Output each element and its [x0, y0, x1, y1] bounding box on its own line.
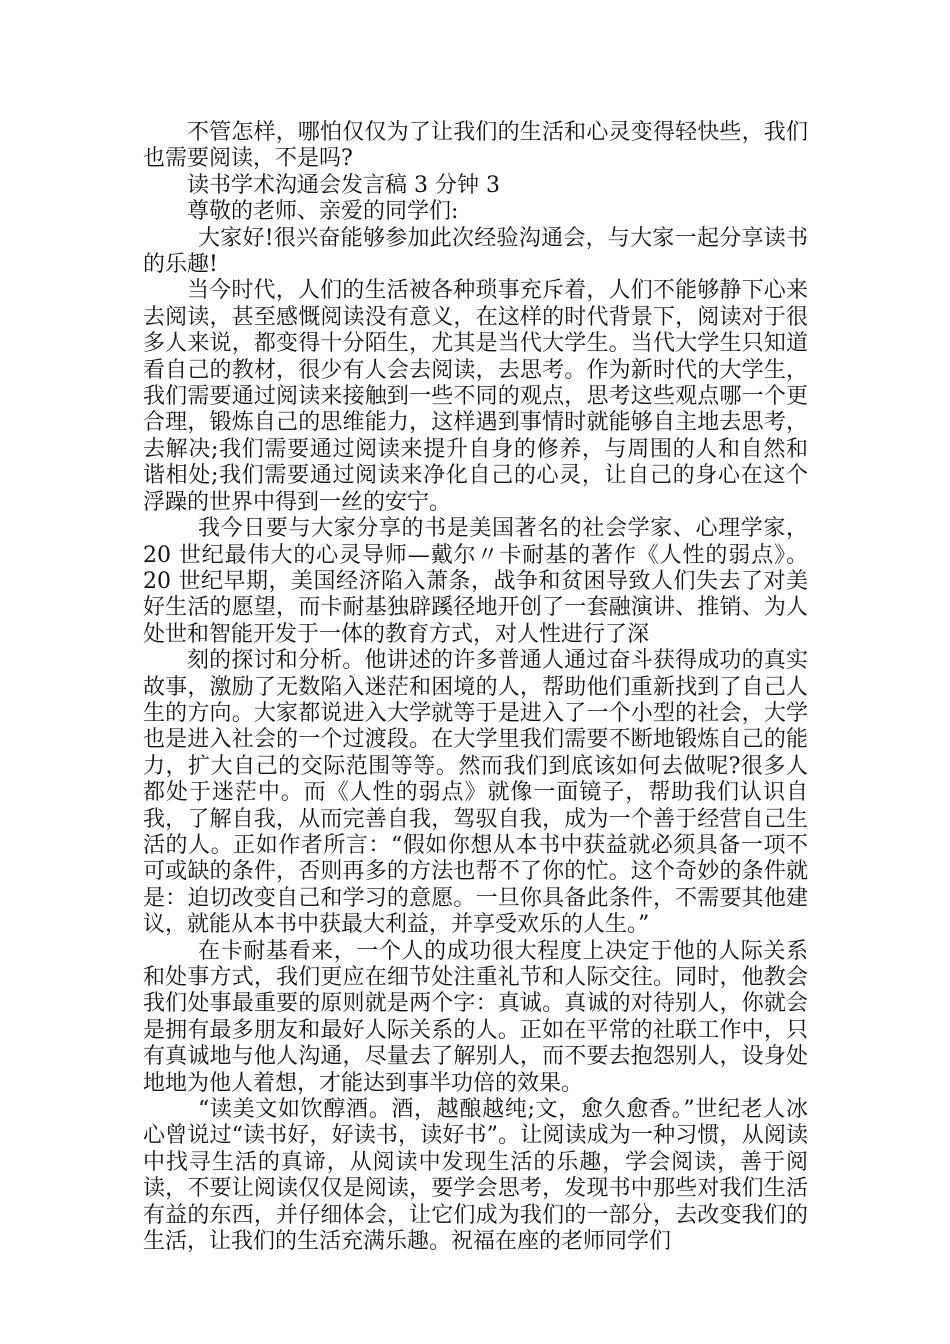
document-page	[143, 120, 808, 1255]
paragraph-conclusion: “读美文如饮醇酒。酒，越酿越纯;文，愈久愈香。”世纪老人冰心曾说过“读书好，好读书，读好书”。让阅读成为一种习惯，从阅读中找寻生活的真谛，从阅读中发现生活的乐趣，学会阅读，善于阅读，不要让阅读仅仅是阅读，要学会思考，发现书中那些对我们生活有益的东西，并仔细体会，让它们成为我们的一部分，去改变我们的生活，让我们的生活充满乐趣。祝福在座的老师同学们	[143, 1097, 808, 1255]
paragraph-book-intro: 我今日要与大家分享的书是美国著名的社会学家、心理学家，20 世纪最伟大的心灵导师—戴尔〃卡耐基的著作《人性的弱点》。20 世纪早期，美国经济陷入萧条，战争和贫困导致人们失去了对美好生活的愿望，而卡耐基独辟蹊径地开创了一套融演讲、推销、为人处世和智能开发于一体的教育方式，对人性进行了深	[143, 516, 808, 647]
paragraph-salutation: 尊敬的老师、亲爱的同学们:	[187, 199, 459, 225]
paragraph-title: 读书学术沟通会发言稿 3 分钟 3	[187, 172, 500, 198]
paragraph-sincerity: 在卡耐基看来，一个人的成功很大程度上决定于他的人际关系和处事方式，我们更应在细节处注重礼节和人际交往。同时，他教会我们处事最重要的原则就是两个字：真诚。真诚的对待别人，你就会是拥有最多朋友和最好人际关系的人。正如在平常的社联工作中，只有真诚地与他人沟通，尽量去了解别人，而不要去抱怨别人，设身处地地为他人着想，才能达到事半功倍的效果。	[143, 938, 808, 1096]
paragraph-greeting: 大家好!很兴奋能够参加此次经验沟通会，与大家一起分享读书的乐趣!	[143, 225, 808, 278]
paragraph-intro-closing: 不管怎样，哪怕仅仅为了让我们的生活和心灵变得轻快些，我们也需要阅读，不是吗?	[143, 120, 808, 172]
paragraph-background: 当今时代，人们的生活被各种琐事充斥着，人们不能够静下心来去阅读，甚至感慨阅读没有意义，在这样的时代背景下，阅读对于很多人来说，都变得十分陌生，尤其是当代大学生。当代大学生只知道看自己的教材，很少有人会去阅读，去思考。作为新时代的大学生，我们需要通过阅读来接触到一些不同的观点，思考这些观点哪一个更合理，锻炼自己的思维能力，这样遇到事情时就能够自主地去思考，去解决;我们需要通过阅读来提升自身的修养，与周围的人和自然和谐相处;我们需要通过阅读来净化自己的心灵，让自己的身心在这个浮躁的世界中得到一丝的安宁。	[143, 278, 808, 515]
paragraph-book-analysis: 刻的探讨和分析。他讲述的许多普通人通过奋斗获得成功的真实故事，激励了无数陷入迷茫和困境的人，帮助他们重新找到了自己人生的方向。大家都说进入大学就等于是进入了一个小型的社会，大学也是进入社会的一个过渡段。在大学里我们需要不断地锻炼自己的能力，扩大自己的交际范围等等。然而我们到底该如何去做呢?很多人都处于迷茫中。而《人性的弱点》就像一面镜子，帮助我们认识自我，了解自我，从而完善自我，驾驭自我，成为一个善于经营自己生活的人。正如作者所言：“假如你想从本书中获益就必须具备一项不可或缺的条件，否则再多的方法也帮不了你的忙。这个奇妙的条件就是：迫切改变自己和学习的意愿。一旦你具备此条件，不需要其他建议，就能从本书中获最大利益，并享受欢乐的人生。”	[143, 648, 808, 938]
